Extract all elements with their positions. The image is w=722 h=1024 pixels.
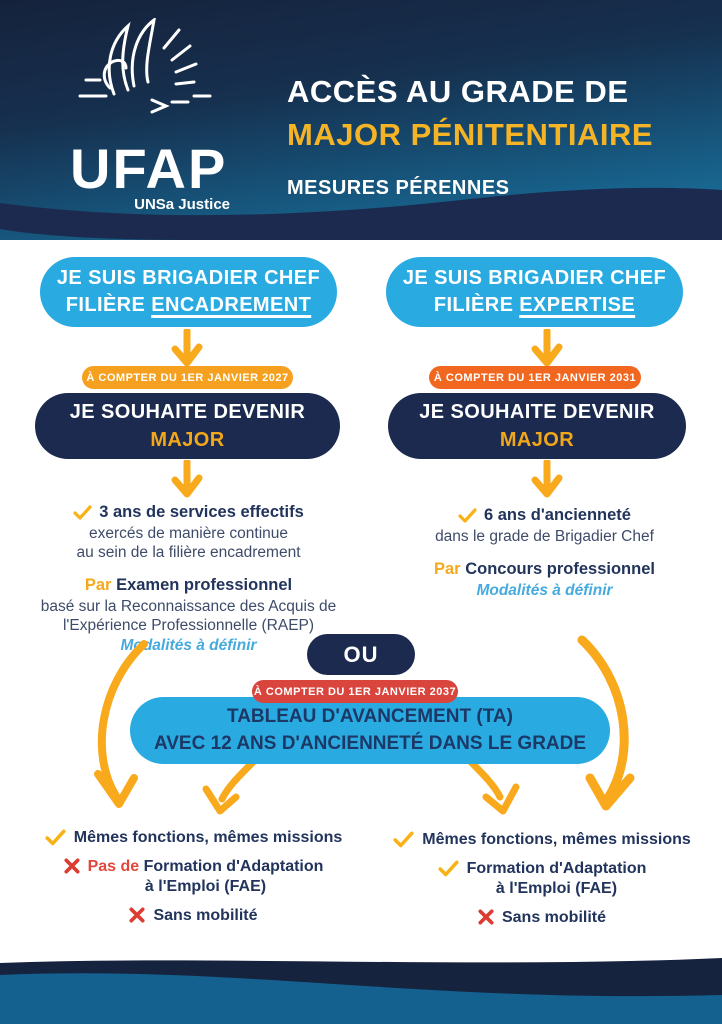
check-icon bbox=[45, 829, 66, 847]
left-req-line1: exercés de manière continue bbox=[88, 525, 289, 543]
dove-flame-icon bbox=[76, 18, 226, 136]
title-line-2: MAJOR PÉNITENTIAIRE bbox=[287, 117, 654, 152]
middle-date-badge: À COMPTER DU 1ER JANVIER 2037 bbox=[252, 680, 458, 703]
or-pill: OU bbox=[307, 634, 415, 675]
cross-icon bbox=[129, 907, 145, 923]
down-arrow-icon bbox=[167, 329, 207, 367]
check-icon bbox=[458, 508, 477, 524]
cross-icon bbox=[478, 909, 494, 925]
left-par-line2: l'Expérience Professionnelle (RAEP) bbox=[62, 616, 315, 634]
right-role-line1: JE SUIS BRIGADIER CHEF bbox=[402, 267, 667, 289]
right-role-filiere: EXPERTISE bbox=[519, 294, 636, 316]
down-arrow-icon bbox=[527, 460, 567, 498]
cross-icon bbox=[64, 858, 80, 874]
left-role-line1: JE SUIS BRIGADIER CHEF bbox=[56, 267, 321, 289]
title-line-1: ACCÈS AU GRADE DE bbox=[287, 74, 629, 109]
right-outcome-1: Mêmes fonctions, mêmes missions bbox=[368, 830, 716, 850]
right-wish-pill bbox=[388, 393, 686, 459]
right-par-bold: Concours professionnel bbox=[465, 560, 655, 579]
left-role-filiere: ENCADREMENT bbox=[151, 294, 312, 316]
poster-title bbox=[287, 74, 707, 200]
left-par-bold: Examen professionnel bbox=[116, 575, 293, 594]
left-par-label: Par bbox=[84, 575, 112, 594]
left-outcome-2-negation: Pas de bbox=[87, 858, 140, 875]
logo-subtext: UNSa Justice bbox=[134, 196, 230, 213]
check-icon bbox=[438, 860, 459, 878]
right-modalites-note: Modalités à définir bbox=[476, 582, 613, 600]
right-date-badge: À COMPTER DU 1ER JANVIER 2031 bbox=[429, 366, 641, 389]
curved-arrow-inner-left bbox=[196, 757, 262, 821]
right-req-bold: 6 ans d'ancienneté bbox=[484, 506, 631, 524]
check-icon bbox=[73, 505, 92, 521]
right-role-pill bbox=[386, 257, 683, 327]
left-date-badge: À COMPTER DU 1ER JANVIER 2027 bbox=[82, 366, 293, 389]
ta-line2: AVEC 12 ANS D'ANCIENNETÉ DANS LE GRADE bbox=[153, 732, 587, 754]
right-role-line2-prefix: FILIÈRE bbox=[433, 294, 520, 316]
left-par-line1: basé sur la Reconnaissance des Acquis de bbox=[40, 598, 337, 616]
right-wish-major: MAJOR bbox=[499, 429, 575, 451]
left-wish-line1: JE SOUHAITE DEVENIR bbox=[69, 401, 306, 423]
left-outcome-2: Pas de Formation d'Adaptation à l'Emploi (FAE) bbox=[15, 857, 372, 897]
logo-wordmark: UFAP bbox=[70, 137, 228, 200]
down-arrow-icon bbox=[167, 460, 207, 498]
left-requirements bbox=[10, 502, 367, 656]
right-wish-line1: JE SOUHAITE DEVENIR bbox=[419, 401, 655, 423]
header-wave-decoration bbox=[0, 185, 722, 240]
right-par-label: Par bbox=[434, 560, 461, 579]
left-req-bold: 3 ans de services effectifs bbox=[99, 503, 304, 521]
right-outcome-3: Sans mobilité bbox=[368, 908, 716, 928]
right-req-line1: dans le grade de Brigadier Chef bbox=[435, 528, 654, 546]
right-outcome-2: Formation d'Adaptation à l'Emploi (FAE) bbox=[368, 859, 716, 899]
left-outcome-3: Sans mobilité bbox=[15, 906, 372, 926]
check-icon bbox=[393, 831, 414, 849]
down-arrow-icon bbox=[527, 329, 567, 367]
left-outcome-1: Mêmes fonctions, mêmes missions bbox=[15, 828, 372, 848]
left-outcomes bbox=[15, 828, 372, 926]
curved-arrow-inner-right bbox=[458, 755, 526, 821]
left-role-line2-prefix: FILIÈRE bbox=[65, 294, 152, 316]
header-banner bbox=[0, 0, 722, 240]
right-outcomes bbox=[368, 830, 716, 928]
left-req-line2: au sein de la filière encadrement bbox=[76, 544, 301, 562]
left-role-pill bbox=[40, 257, 337, 327]
left-wish-major: MAJOR bbox=[150, 429, 225, 451]
right-requirements bbox=[372, 505, 717, 601]
title-subtitle: MESURES PÉRENNES bbox=[287, 177, 510, 199]
left-wish-pill bbox=[35, 393, 340, 459]
tableau-avancement-pill bbox=[130, 697, 610, 764]
footer-wave-decoration bbox=[0, 953, 722, 1024]
ta-line1: TABLEAU D'AVANCEMENT (TA) bbox=[227, 705, 513, 727]
left-modalites-note: Modalités à définir bbox=[120, 636, 257, 654]
